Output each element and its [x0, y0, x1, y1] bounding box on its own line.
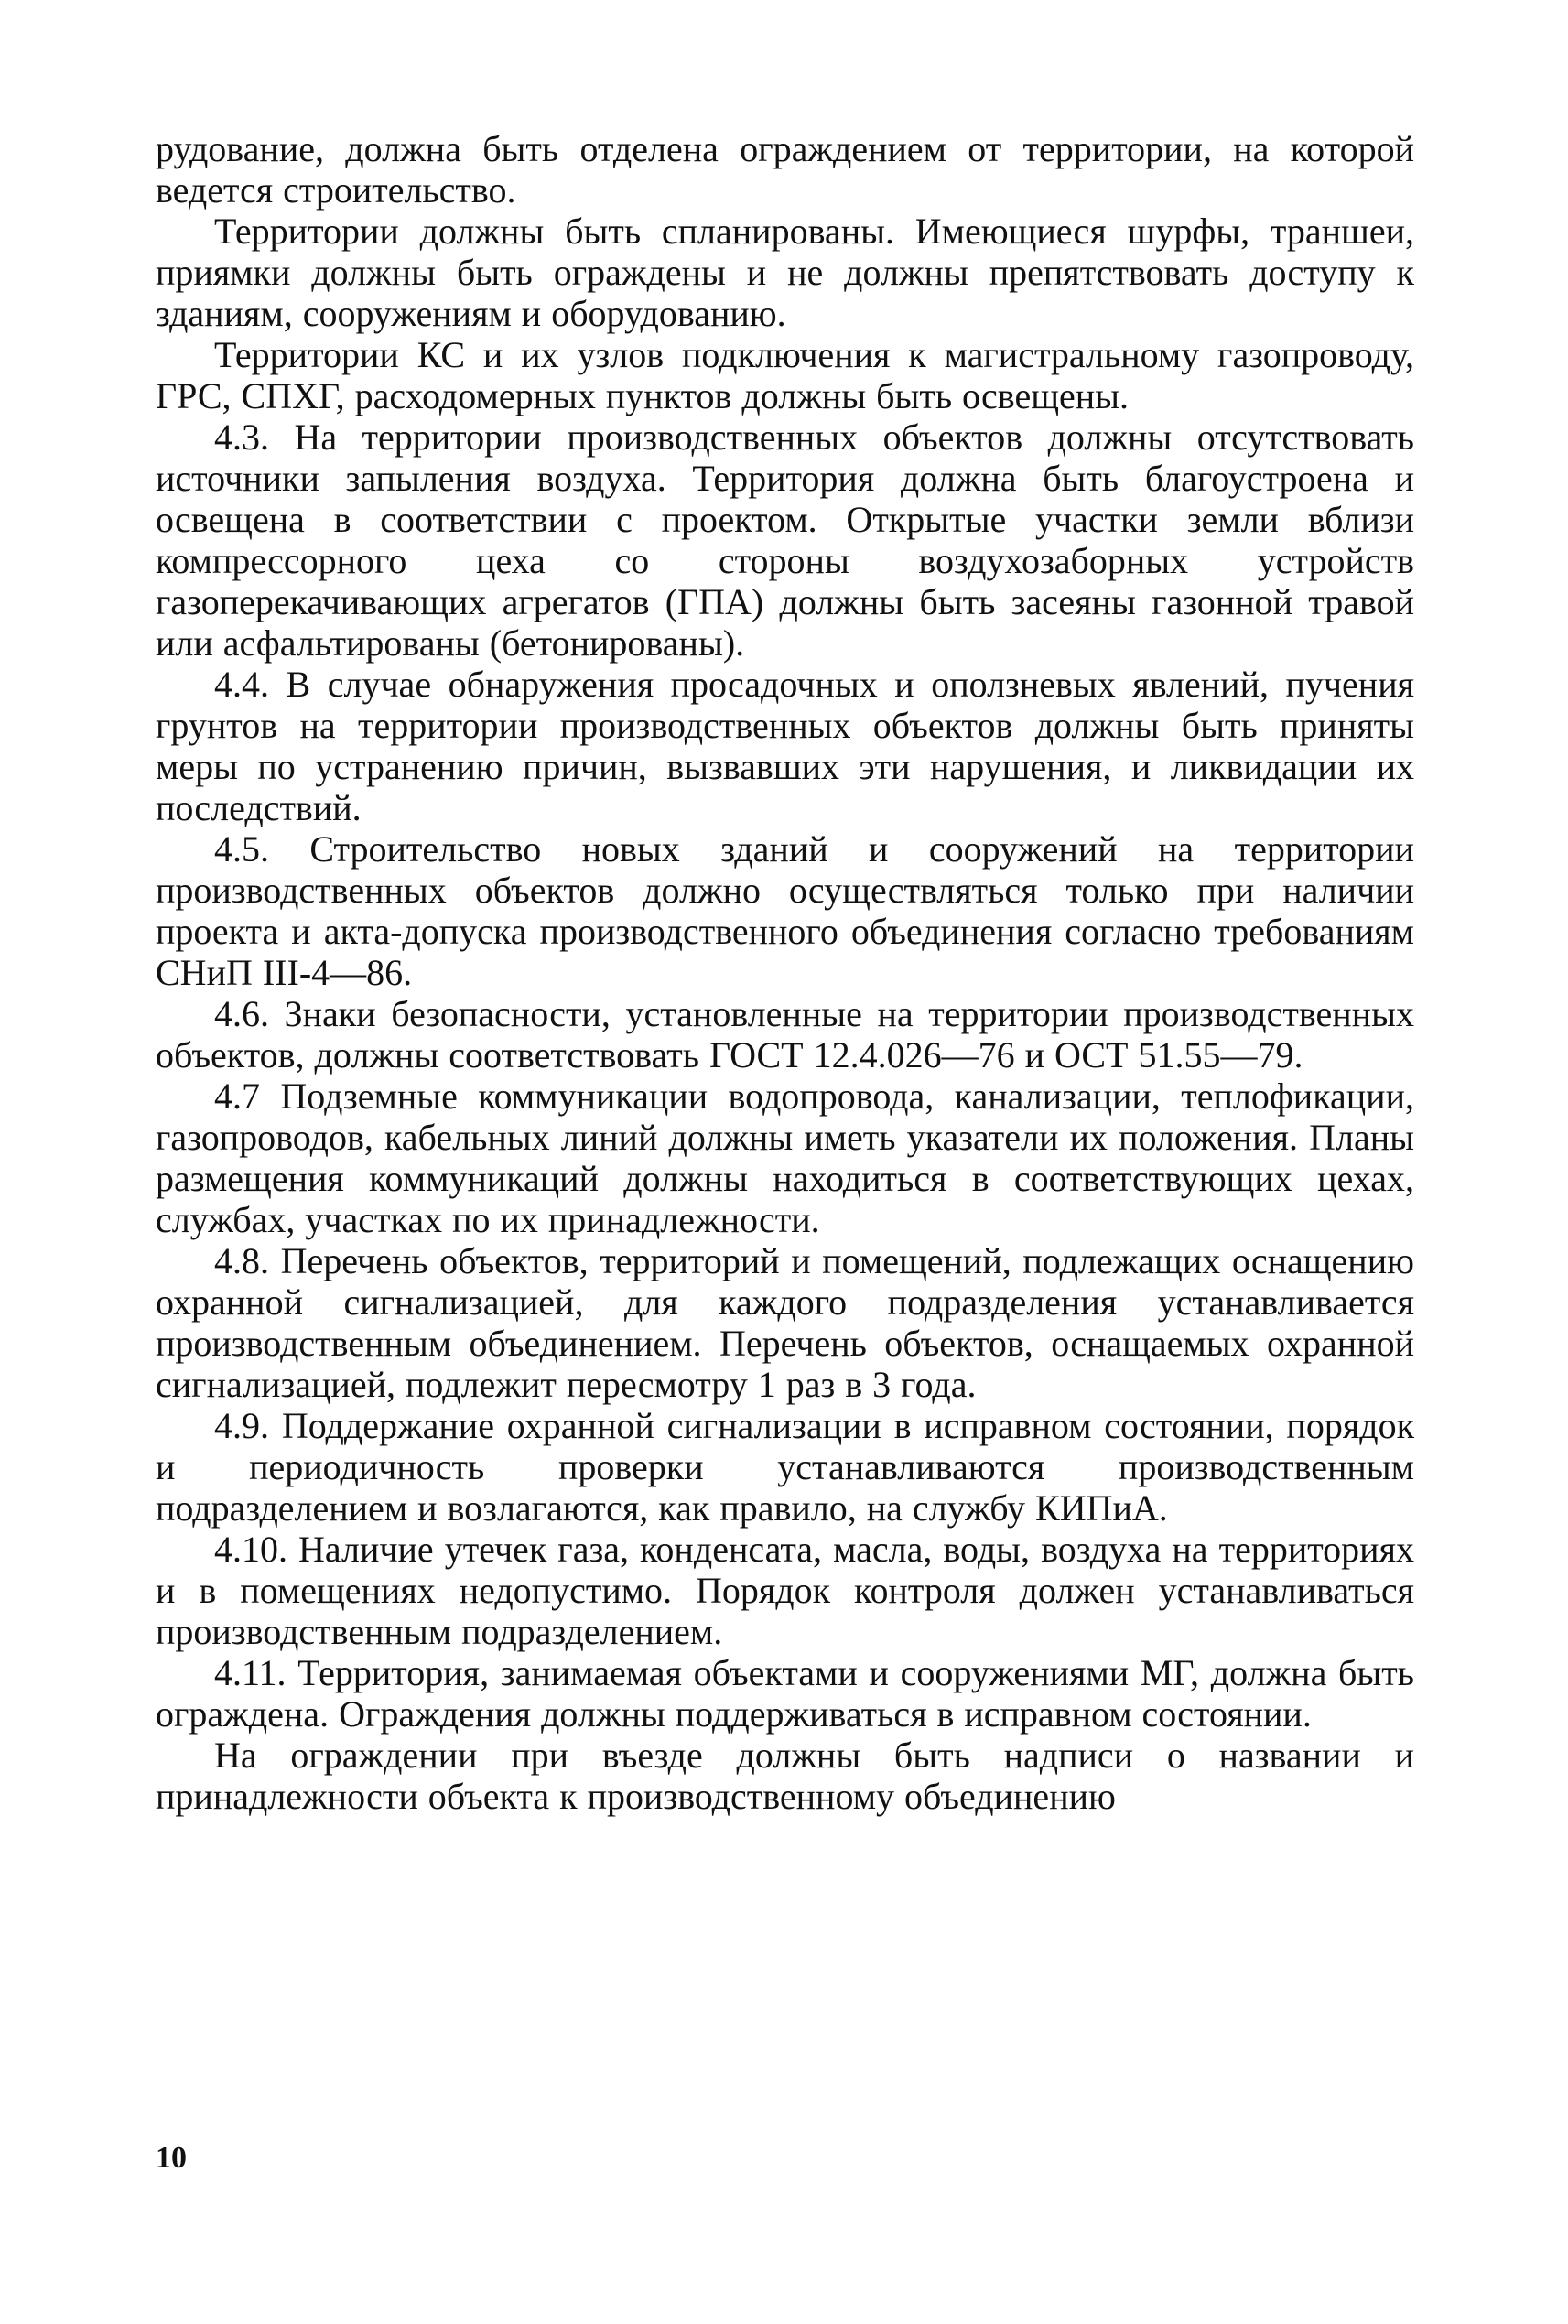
document-page — [156, 128, 1414, 2233]
paragraph-4-10: 4.10. Наличие утечек газа, конденсата, масла, воды, воздуха на территориях и в помещениях недопустимо. Порядок контроля должен устанавливаться производственным подразделением. — [156, 1529, 1414, 1652]
paragraph-4-6: 4.6. Знаки безопасности, установленные на территории производственных объектов, должны соответствовать ГОСТ 12.4.026—76 и ОСТ 51.55—79. — [156, 993, 1414, 1076]
paragraph-4-8: 4.8. Перечень объектов, территорий и помещений, подлежащих оснащению охранной сигнализацией, для каждого подразделения устанавливается производственным объединением. Перечень объектов, оснащаемых охранной сигнализацией, подлежит пересмотру 1 раз в 3 года. — [156, 1240, 1414, 1405]
paragraph-4-5: 4.5. Строительство новых зданий и сооружений на территории производственных объектов должно осуществляться только при наличии проекта и акта-допуска производственного объединения согласно требованиям СНиП III-4—86. — [156, 828, 1414, 993]
paragraph-fence-inscriptions: На ограждении при въезде должны быть надписи о названии и принадлежности объекта к производственному объединению — [156, 1735, 1414, 1817]
paragraph-territory-lighting: Территории КС и их узлов подключения к магистральному газопроводу, ГРС, СПХГ, расходомерных пунктов должны быть освещены. — [156, 334, 1414, 416]
paragraph-4-9: 4.9. Поддержание охранной сигнализации в исправном состоянии, порядок и периодичность проверки устанавливаются производственным подразделением и возлагаются, как правило, на службу КИПиА. — [156, 1405, 1414, 1529]
paragraph-4-7: 4.7 Подземные коммуникации водопровода, канализации, теплофикации, газопроводов, кабельных линий должны иметь указатели их положения. Планы размещения коммуникаций должны находиться в соответствующих цехах, службах, участках по их принадлежности. — [156, 1076, 1414, 1240]
paragraph-territory-planning: Территории должны быть спланированы. Имеющиеся шурфы, траншеи, приямки должны быть ограждены и не должны препятствовать доступу к зданиям, сооружениям и оборудованию. — [156, 211, 1414, 334]
paragraph-4-3: 4.3. На территории производственных объектов должны отсутствовать источники запыления воздуха. Территория должна быть благоустроена и освещена в соответствии с проектом. Открытые участки земли вблизи компрессорного цеха со стороны воздухозаборных устройств газоперекачивающих агрегатов (ГПА) должны быть засеяны газонной травой или асфальтированы (бетонированы). — [156, 416, 1414, 664]
paragraph-4-11: 4.11. Территория, занимаемая объектами и сооружениями МГ, должна быть ограждена. Ограждения должны поддерживаться в исправном состоянии. — [156, 1652, 1414, 1735]
paragraph-4-4: 4.4. В случае обнаружения просадочных и оползневых явлений, пучения грунтов на территории производственных объектов должны быть приняты меры по устранению причин, вызвавших эти нарушения, и ликвидации их последствий. — [156, 664, 1414, 828]
page-number: 10 — [156, 2141, 187, 2175]
paragraph-continuation: рудование, должна быть отделена ограждением от территории, на которой ведется строительство. — [156, 128, 1414, 211]
body-text — [156, 128, 1414, 1817]
